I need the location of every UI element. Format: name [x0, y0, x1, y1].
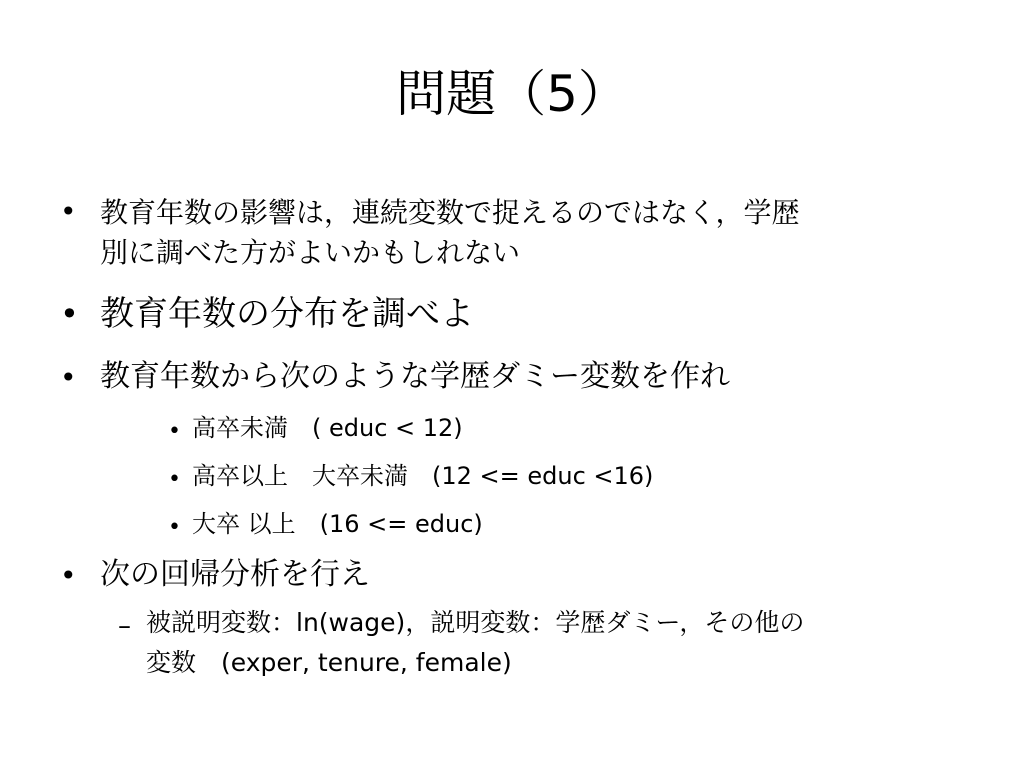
bullet-dot: • [60, 361, 77, 394]
sub-bullet-text: 高卒以上 大卒未満 (12 <= educ <16) [192, 462, 654, 490]
bullet-text: 次の回帰分析を行え [100, 557, 370, 592]
bullet-dot: • [60, 559, 77, 592]
bullet-text: 教育年数の影響は，連続変数で捉えるのではなく，学歴 [100, 196, 800, 229]
bullet-text-line2: 別に調べた方がよいかもしれない [100, 236, 521, 269]
dash-marker: – [118, 611, 131, 641]
slide-title: 問題（5） [396, 65, 628, 123]
sub-bullet-dot: • [168, 515, 181, 540]
bullet-dot: • [60, 295, 79, 333]
sub-bullet-text: 大卒 以上 (16 <= educ) [192, 510, 483, 538]
sub-bullet-dot: • [168, 467, 181, 492]
dash-text: 被説明変数：ln(wage)，説明変数：学歴ダミー，その他の [146, 608, 805, 637]
bullet-text: 教育年数から次のような学歴ダミー変数を作れ [100, 359, 730, 394]
sub-bullet-text: 高卒未満 ( educ < 12) [192, 414, 463, 442]
bullet-text: 教育年数の分布を調べよ [100, 294, 474, 334]
dash-text-line2: 変数 (exper, tenure, female) [146, 648, 512, 677]
bullet-dot: • [60, 195, 77, 228]
sub-bullet-dot: • [168, 419, 181, 444]
